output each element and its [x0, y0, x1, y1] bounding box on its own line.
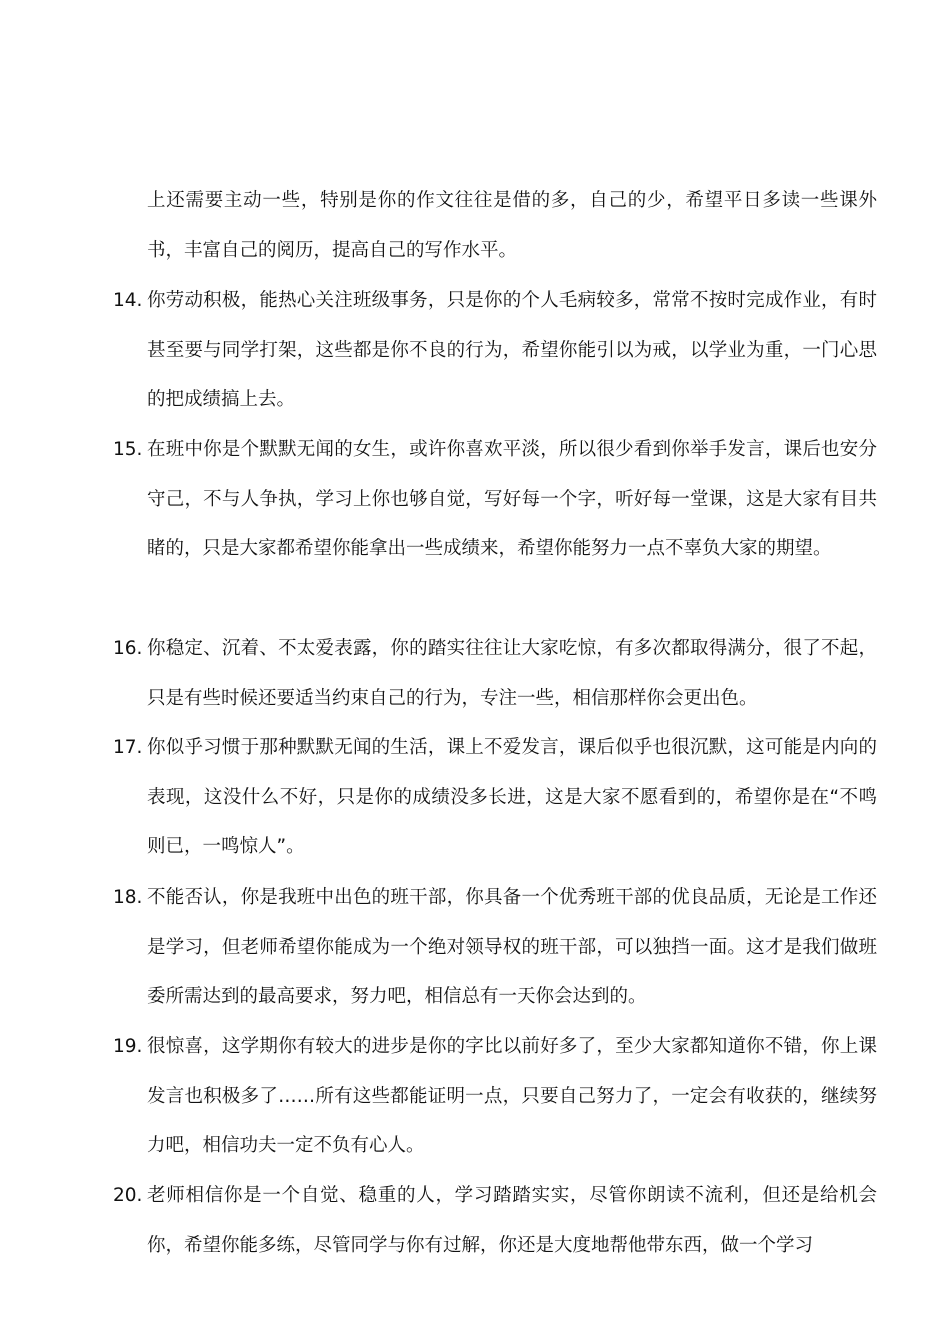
list-item-15	[113, 425, 877, 574]
list-item-18	[113, 873, 877, 1022]
item-text: 很惊喜，这学期你有较大的进步是你的字比以前好多了，至少大家都知道你不错，你上课发言也积极多了……所有这些都能证明一点，只要自己努力了，一定会有收获的，继续努力吧，相信功夫一定不负有心人。	[147, 1036, 877, 1157]
list-item-19	[113, 1022, 877, 1171]
item-number: 20.	[113, 1185, 143, 1206]
item-text: 你劳动积极，能热心关注班级事务，只是你的个人毛病较多，常常不按时完成作业，有时甚至要与同学打架，这些都是你不良的行为，希望你能引以为戒，以学业为重，一门心思的把成绩搞上去。	[147, 290, 877, 411]
item-number: 15.	[113, 439, 143, 460]
item-number: 14.	[113, 290, 143, 311]
item-number: 19.	[113, 1036, 143, 1057]
item-text: 你稳定、沉着、不太爱表露，你的踏实往往让大家吃惊，有多次都取得满分，很了不起，只是有些时候还要适当约束自己的行为，专注一些，相信那样你会更出色。	[147, 638, 877, 709]
item-text: 老师相信你是一个自觉、稳重的人，学习踏踏实实，尽管你朗读不流利，但还是给机会你，希望你能多练，尽管同学与你有过解，你还是大度地帮他带东西，做一个学习	[147, 1185, 877, 1256]
item-number: 16.	[113, 638, 143, 659]
item-number: 17.	[113, 737, 143, 758]
list-item-17	[113, 723, 877, 872]
list-item-14	[113, 276, 877, 425]
item-text: 你似乎习惯于那种默默无闻的生活，课上不爱发言，课后似乎也很沉默，这可能是内向的表现，这没什么不好，只是你的成绩没多长进，这是大家不愿看到的，希望你是在“不鸣则已，一鸣惊人”。	[147, 737, 877, 858]
list-item-20	[113, 1171, 877, 1270]
item-number: 18.	[113, 887, 143, 908]
item-text: 不能否认，你是我班中出色的班干部，你具备一个优秀班干部的优良品质，无论是工作还是学习，但老师希望你能成为一个绝对领导权的班干部，可以独挡一面。这才是我们做班委所需达到的最高要求，努力吧，相信总有一天你会达到的。	[147, 887, 877, 1008]
list-item-16	[113, 624, 877, 723]
continuation-paragraph: 上还需要主动一些，特别是你的作文往往是借的多，自己的少，希望平日多读一些课外书，丰富自己的阅历，提高自己的写作水平。	[147, 190, 877, 261]
item-text: 在班中你是个默默无闻的女生，或许你喜欢平淡，所以很少看到你举手发言，课后也安分守己，不与人争执，学习上你也够自觉，写好每一个字，听好每一堂课，这是大家有目共睹的，只是大家都希望你能拿出一些成绩来，希望你能努力一点不辜负大家的期望。	[147, 439, 877, 560]
